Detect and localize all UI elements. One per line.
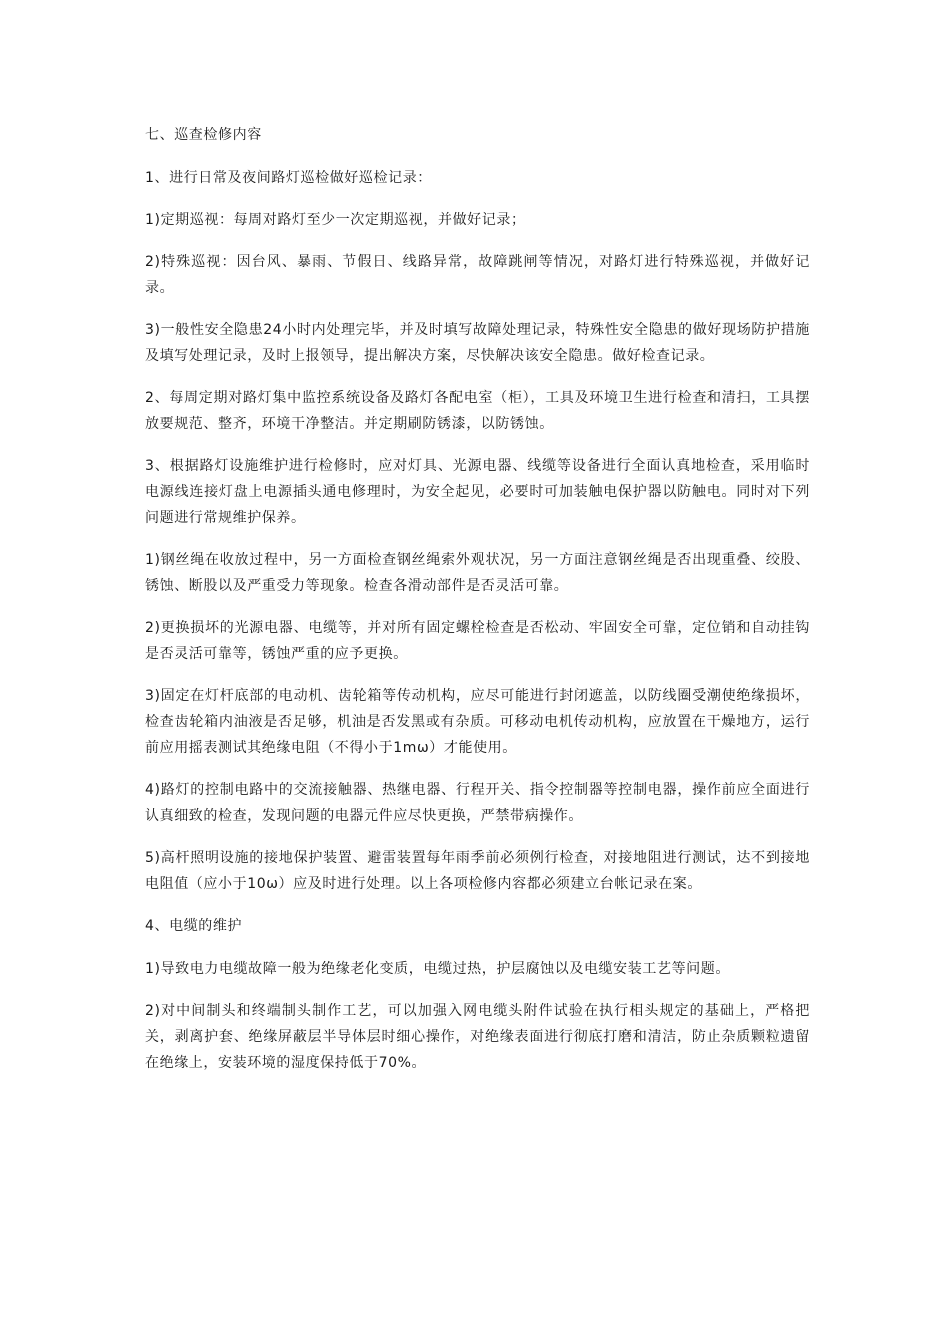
paragraph-item-1-inspection: 1、进行日常及夜间路灯巡检做好巡检记录： xyxy=(145,170,432,186)
paragraph-transmission: 3)固定在灯杆底部的电动机、齿轮箱等传动机构，应尽可能进行封闭遮盖，以防线圈受潮使绝缘损坏，检查齿轮箱内油液是否足够，机油是否发黑或有杂质。可移动电机传动机构，应放置在干燥地方，运行前应用摇表测试其绝缘电阻（不得小于1mω）才能使用。 xyxy=(145,688,810,756)
paragraph-grounding: 5)高杆照明设施的接地保护装置、避雷装置每年雨季前必须例行检查，对接地阻进行测试，达不到接地电阻值（应小于10ω）应及时进行处理。以上各项检修内容都必须建立台帐记录在案。 xyxy=(145,850,810,892)
paragraph-special-patrol: 2)特殊巡视：因台风、暴雨、节假日、线路异常，故障跳闸等情况，对路灯进行特殊巡视，并做好记录。 xyxy=(145,254,810,296)
paragraph-item-3-maintenance: 3、根据路灯设施维护进行检修时，应对灯具、光源电器、线缆等设备进行全面认真地检查，采用临时电源线连接灯盘上电源插头通电修理时，为安全起见，必要时可加装触电保护器以防触电。同时对下列问题进行常规维护保养。 xyxy=(145,458,810,526)
paragraph-wire-rope: 1)钢丝绳在收放过程中，另一方面检查钢丝绳索外观状况，另一方面注意钢丝绳是否出现重叠、绞股、锈蚀、断股以及严重受力等现象。检查各滑动部件是否灵活可靠。 xyxy=(145,552,810,594)
paragraph-periodic-patrol: 1)定期巡视：每周对路灯至少一次定期巡视，并做好记录； xyxy=(145,212,526,228)
section-title: 七、巡查检修内容 xyxy=(145,127,262,143)
paragraph-cable-faults: 1)导致电力电缆故障一般为绝缘老化变质，电缆过热，护层腐蚀以及电缆安装工艺等问题。 xyxy=(145,961,730,977)
paragraph-safety-hazards: 3)一般性安全隐患24小时内处理完毕，并及时填写故障处理记录，特殊性安全隐患的做好现场防护措施及填写处理记录，及时上报领导，提出解决方案，尽快解决该安全隐患。做好检查记录。 xyxy=(145,322,810,364)
paragraph-item-2-weekly-check: 2、每周定期对路灯集中监控系统设备及路灯各配电室（柜），工具及环境卫生进行检查和清扫，工具摆放要规范、整齐，环境干净整洁。并定期刷防锈漆，以防锈蚀。 xyxy=(145,390,810,432)
paragraph-cable-joints: 2)对中间制头和终端制头制作工艺，可以加强入网电缆头附件试验在执行相头规定的基础上，严格把关，剥离护套、绝缘屏蔽层半导体层时细心操作，对绝缘表面进行彻底打磨和清洁，防止杂质颗粒遗留在绝缘上，安装环境的湿度保持低于70%。 xyxy=(145,1003,810,1071)
paragraph-replace-parts: 2)更换损坏的光源电器、电缆等，并对所有固定螺栓检查是否松动、牢固安全可靠，定位销和自动挂钩是否灵活可靠等，锈蚀严重的应予更换。 xyxy=(145,620,810,662)
paragraph-control-circuit: 4)路灯的控制电路中的交流接触器、热继电器、行程开关、指令控制器等控制电器，操作前应全面进行认真细致的检查，发现问题的电器元件应尽快更换，严禁带病操作。 xyxy=(145,782,810,824)
document-body xyxy=(145,122,810,1092)
paragraph-item-4-cable: 4、电缆的维护 xyxy=(145,918,243,934)
